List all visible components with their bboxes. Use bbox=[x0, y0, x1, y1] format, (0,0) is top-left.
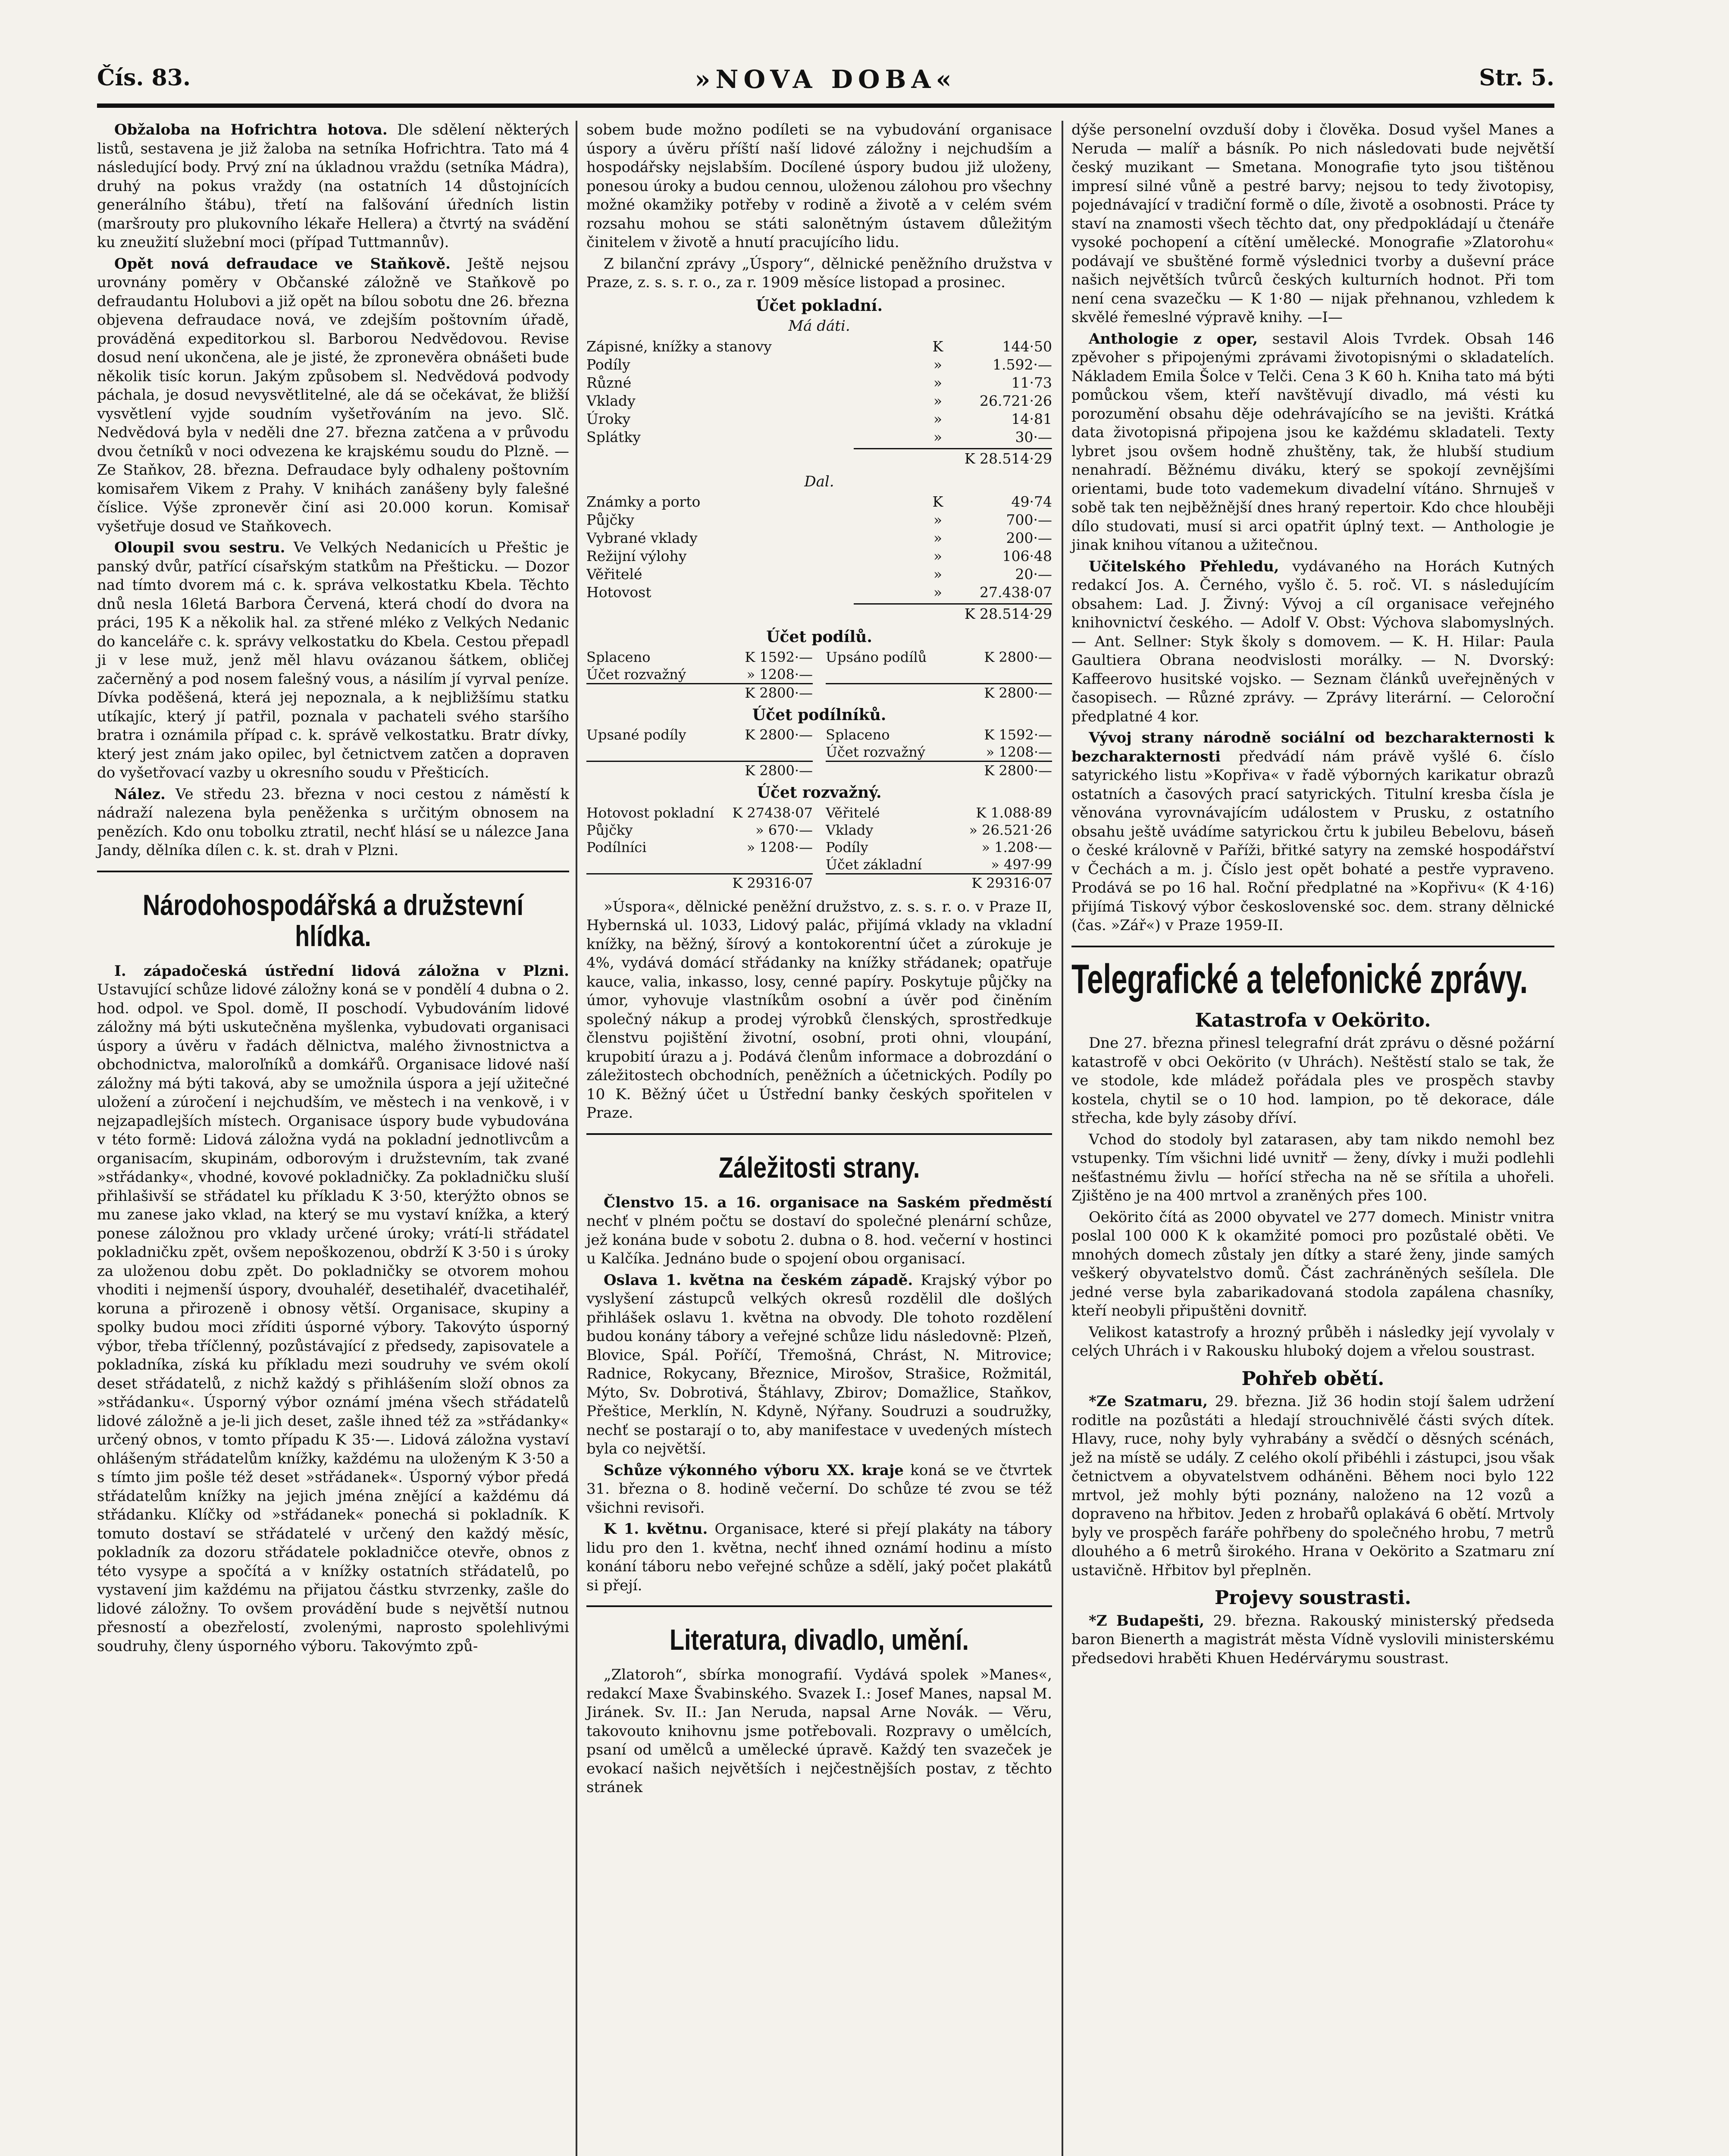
account-title: Účet pokladní. bbox=[755, 296, 883, 315]
subhead-pohreb: Pohřeb obětí. bbox=[1241, 1367, 1384, 1390]
masthead-title: »NOVA DOBA« bbox=[695, 65, 957, 94]
article-text: Ve středu 23. března v noci cestou z náměstí k nádraží nalezena byla peněženka s určitým obnosem na penězích. Kdo onu tobolku ztratil, nechť hlásí se u nálezce Jana Jandy, dělníka dílen c. k. st. drah v Plzni. bbox=[97, 785, 569, 859]
account-rows-credit bbox=[586, 493, 1052, 602]
table-cell: Splaceno K 1592·— bbox=[586, 649, 813, 665]
column-2 bbox=[586, 121, 1052, 1800]
article-oloupil bbox=[97, 539, 569, 783]
party-notice: K 1. květnu. Organisace, které si přejí plakáty na tábory lidu pro den 1. května, nechť ihned oznámí hodinu a místo konání táboru nebo veřejné schůze a sdělí, jaký počet plakátů si přejí. bbox=[586, 1520, 1052, 1594]
article-text: Dle sdělení některých listů, sestavena je již žaloba na setníka Hofrichtra. Tato má 4 následující body. Prvý zní na úkladnou vraždu (setníka Mádra), druhý na pokus vraždy (na ostatních 14 důstojnících generálního štábu), třetí na falšování úředních listin (maršrouty pro plukovního lékaře Hellera) a čtvrtý na svádění ku zneužití služební moci (případ Tuttmannův). bbox=[97, 121, 569, 251]
issue-number: Čís. 83. bbox=[97, 65, 191, 91]
table-cell: Půjčky » 670·— bbox=[586, 821, 813, 838]
article-lead: Nález. bbox=[114, 785, 166, 803]
account-sum: K 2800·— K 2800·— bbox=[586, 761, 1052, 779]
news-paragraph: Dne 27. března přinesl telegrafní drát zprávu o děsné požární katastrofě v obci Oekörito (v Uhrách). Neštěstí stalo se tak, že ve stodole, kde mládež pořádala ples ve prospěch stavby kostela, chytil se o 10 hod. lampion, po tě dekorace, dále střecha, kde byly zásoby dříví. bbox=[1071, 1034, 1554, 1127]
article-text: Ustavující schůze lidové záložny koná se v pondělí 4 dubna o 2. hod. odpol. ve Spol. domě, II poschodí. Vybudováním lidové záložny má býti uskutečněna myšlenka, vybudovati organisaci úspory a úvěru v řadách dělnictva, malého živnostnictva a obchodnictva, maloroľníků a domkářů. Organisace lidové naší záložny má býti taková, aby se umožnila úspora a její užitečné uložení a zúročení i nejchudším, ve městech i na venkově, i v nejzapadlejších místech. Organisace úspory bude vybudována v této formě: Lidová záložna vydá na pokladní jednotlivcům a organisacím, skupinám, odborovým i družstevním, tak zvané »střádanky«, vhodné, kovové pokladničky. Za pokladničku sluší přihlašivší se střádatel ku příkladu K 3·50, kterýžto obnos se mu zanese jako vklad, na který se mu vystaví knížka, a který ponese záložnou pro vklady určené úroky; vrátí-li střádatel pokladničku zpět, ovšem nepoškozenou, obdrží K 3·50 i s úroky za uloženou dobu zpět. Do pokladničky se otvorem mohou vhoditi i nejmenší úspory, dvouhaléř, desetihaléř, dvacetihaléř, koruna a přirozeně i obnosy větší. Organisace, skupiny a spolky budou moci zříditi úsporné výbory. Takovýto úsporný výbor, třeba tříčlenný, pozůstávající z předsedy, zapisovatele a pokladníka, získá ku příkladu mezi soudruhy ve svém okolí deset střádatelů, z nichž každý s přihlášením složí obnos za »střádanku«. Úsporný výbor oznámí jména všech střádatelů lidové záložně a je-li jich deset, zašle ihned též za »střádanky« určený obnos, v tomto případu K 35·—. Lidová záložna vystaví ohlášeným střádatelům knížky, každému na uloženým K 3·50 a s tímto jim pošle též deset »střádanek«. Úsporný výbor předá střádatelům knížky na jejich jména znějící a každému dá střádanku. Klíčky od »střádanek« ponechá si pokladník. K tomuto dostaví se střádatelé v určený den každý měsíc, pokladník za dozoru střádatele pokladničce otevře, obnos z této vysype a spočítá a v knížky ostatních střádatelů, po vystavení jim každému na přijatou částku stvrzenky, zašle do lidové záložny. To ovšem provádění bude s největší nutnou přesností a obezřelostí, zvolenými, naprosto spolehlivými soudruhy, členy úsporného výboru. Takovýmto způ- bbox=[97, 981, 569, 1655]
table-cell bbox=[826, 666, 1052, 683]
account-title: Účet podílníků. bbox=[752, 705, 886, 724]
table-row: Hotovost » 27.438·07 bbox=[586, 584, 1052, 601]
news-paragraph: *Ze Szatmaru, 29. března. Již 36 hodin stojí šalem udržení roditle na pozůstáti a hledají strouchnivělé části svých dítek. Hlavy, ruce, nohy byly vyhrabány a svědčí o děsných scénách, jež na místě se udály. Z celého okolí přibéhli i zástupci, jsou však četnictvem a obyvatelstvem odháněni. Během noci bylo 122 mrtvol, jež mohly býti poznány, naloženo na 12 vozů a dopraveno na hřbitov. Jeden z hrobařů oplakává 6 obětí. Mrtvoly byly ve prospěch faráře pohřbeny do společného hrobu, 7 metrů dlouhého a 6 metrů širokého. Hrana v Oekörito a Szatmaru zní ustavičně. Hřbitov byl přeplněn. bbox=[1071, 1393, 1555, 1579]
table-row: Úroky » 14·81 bbox=[586, 410, 1052, 427]
article-text: Ve Velkých Nedanicích u Přeštic je panský dvůr, patřící císařským statkům na Přešticku. — Dozor nad tímto dvorem má c. k. správa velkostatku Kbela. Těchto dnů nesla 16letá Barbora Červená, která chodí do dvora na práci, 195 K a několik hal. za střené mléko z Velkých Nedanic do kanceláře c. k. správy velkostatku do Kbela. Cestou přepadl ji v lese muž, jenž měl hlavu ovázanou šátkem, obličej začerněný a pod nosem falešný vous, a násilím jí vyrval peníze. Dívka poděšená, která jej nepoznala, a k nejbližšímu statku utíkajíc, který jí patřil, poznala v pachateli svého staršího bratra i oznámila případ c. k. správě velkostatku. Bratr dívky, který jest znám jako opilec, byl četnictvem zatčen a dopraven do vyšetřovací vazby u okresního soudu v Přešticích. bbox=[97, 539, 569, 781]
account-title: Účet rozvažný. bbox=[757, 783, 882, 802]
account-sum: K 2800·— K 2800·— bbox=[586, 683, 1052, 702]
column-1 bbox=[97, 121, 569, 1658]
party-notice: Schůze výkonného výboru XX. kraje koná se ve čtvrtek 31. března o 8. hodině večerní. Do schůze té zvou se též všichni revisoři. bbox=[586, 1461, 1052, 1517]
table-row: Různé » 11·73 bbox=[586, 374, 1052, 391]
table-row: Splátky » 30·— bbox=[586, 428, 1052, 445]
article-continuation: dýše personelní ovzduší doby i člověka. Dosud vyšel Manes a Neruda — malíř a básník. Po nich následovati bude největší český muzikant — Smetana. Monografie tyto jsou tištěnou impresí silné vůně a pestré barvy; nejsou to tedy životopisy, pojednávající v tradiční formě o díle, životě a osobnosti. Práce ty staví na znamosti všech těchto dat, ony předpokládají u čtenáře vysoké pochopení a cítění umělecké. Monografie »Zlatorohu« podávají ve sbuštěné formě výslednici tvorby a duševní práce našich největších tvůrců českých kulturních hodnot. Při tom není cena svazečku — K 1·80 — nijak přehnanou, vzhledem k skvělé řemeslné výpravě knihy. —I— bbox=[1071, 121, 1554, 326]
article-obzaloba bbox=[97, 121, 569, 252]
table-cell bbox=[586, 856, 813, 873]
uspora-ad: »Úspora«, dělnické peněžní družstvo, z. s. s. r. o. v Praze II, Hybernská ul. 1033, Lidový palác, přijímá vklady na vkladní knížky, na běžný, šírový a kontokorentní účet a zúrokuje je 4%, vydává domácí střádanky na knížky střádanek; opatřuje kauce, valia, inkasso, losy, cenné papíry. Poskytuje půjčky na úmor, vyhovuje vlastníkům osobní a úvěr pod činěním společný nákup a prodej výrobků členských, sprostředkuje členstvu pojištění životní, osobní, proti ohni, vloupání, krupobití úrazu a j. Podává členům informace a dobrozdání o záležitostech obchodních, peněžních a účetnických. Podíly po 10 K. Běžný účet u Ústřední banky českých spořitelen v Praze. bbox=[586, 898, 1052, 1122]
table-cell bbox=[586, 743, 813, 761]
table-cell: Podíly » 1.208·— bbox=[826, 839, 1052, 856]
table-cell: Účet základní » 497·99 bbox=[826, 856, 1052, 873]
page-number: Str. 5. bbox=[1479, 65, 1554, 91]
news-paragraph: Vchod do stodoly byl zatarasen, aby tam nikdo nemohl bez vstupenky. Tím všichni lidé uvnitř — ženy, dívky i muži podlehli nešťastnému živlu — hořící střecha na ně se sřítila a uhořeli. Zjištěno je na 400 mrtvol a zraněných přes 100. bbox=[1071, 1131, 1554, 1204]
article-lead: Opět nová defraudace ve Staňkově. bbox=[114, 255, 451, 273]
review-ucitelske: Učitelského Přehledu, vydávaného na Horách Kutných redakcí Jos. A. Černého, vyšlo č. 5. roč. VI. s následujícím obsahem: Lad. J. Živný: Vývoj a cíl organisace veřejného knihovnictví českého. — Adolf V. Obst: Výchova slabomyslných. — Ant. Sellner: Styk školy s domovem. — K. H. Hilar: Paula Gaultiera Obrana neodvislosti morálky. — N. Dvorský: Kaffeerovo husitské vojsko. — Seznam článků uveřejněných v časopisech. — Různé zprávy. — Zprávy literární. — Celoroční předplatné 4 kor. bbox=[1071, 558, 1555, 725]
table-cell: Upsané podíly K 2800·— bbox=[586, 727, 813, 743]
section-title-narodohospodarska: Národohospodářská a družstevní hlídka. bbox=[142, 888, 524, 953]
account-total: K 28.514·29 bbox=[854, 603, 1052, 624]
table-cell: Splaceno K 1592·— bbox=[826, 727, 1052, 743]
article-zalozna bbox=[97, 962, 569, 1656]
table-row: Vybrané vklady » 200·— bbox=[586, 530, 1052, 546]
section-rule bbox=[1071, 946, 1554, 947]
review-vyvoj: Vývoj strany národně sociální od bezcharakternosti k bezcharakternosti předvádí nám právě vyšlé 6. číslo satyrického listu »Kopřiva« v řadě výborných karikatur obrazů ostatních a časových prací satyrických. Titulní kresba čísla je věnována vyrovnávajícím událostem v Prusku, z ostatního obsahu ještě uvádíme satyrickou črtu k jubileu Bebelovu, báseň o české královně v Paříži, břitké satyry na zemské hospodářství v Čechách a m. j. Číslo jest opět bohaté a pestře vypraveno. Prodává se po 16 hal. Roční předplatné na »Kopřivu« (K 4·16) přijímá Tiskový výbor československé soc. dem. strany dělnické (čas. »Zář«) v Praze 1959-II. bbox=[1071, 729, 1554, 934]
section-title-telegraf: Telegrafické a telefonické zprávy. bbox=[1071, 956, 1528, 1002]
article-text: Ještě nejsou urovnány poměry v Občanské záložně ve Staňkově po defraudantu Holubovi a již opět na bílou sobotu dne 26. března objevena defraudace nová, ve zdejším poštovním úřadě, prováděná expeditorkou sl. Barborou Nedvědovou. Revise dosud není ukončena, ale je jisté, že zpronevěra obnášeti bude několik tisíc korun. Jakým způsobem sl. Nedvědová podvody páchala, je dosud nevysvětlitelné, ale dá se očekávat, že bližší vysvětlení vyjde soudním vyšetřováním na jevo. Slč. Nedvědová byla v neděli dne 27. března zatčena a v průvodu dvou četníků v noci odvezena ke krajskému soudu do Plzně. — Ze Staňkov, 28. března. Defraudace byly odhaleny poštovním komisařem Vikem z Prahy. V knihách zanášeny byly falešné číslice. Výše zpronevěr činí asi 20.000 korun. Komisař vyšetřuje dosud ve Staňkovech. bbox=[97, 255, 570, 535]
account-total: K 28.514·29 bbox=[854, 448, 1052, 468]
account-subtitle: Dal. bbox=[804, 473, 834, 490]
table-cell: Vklady » 26.521·26 bbox=[826, 821, 1052, 838]
table-row: Půjčky » 700·— bbox=[586, 511, 1052, 528]
table-row: Vklady » 26.721·26 bbox=[586, 392, 1052, 409]
table-cell: Podílníci » 1208·— bbox=[586, 839, 813, 856]
table-cell: Účet rozvažný » 1208·— bbox=[586, 666, 813, 683]
table-cell: Upsáno podílů K 2800·— bbox=[826, 649, 1052, 665]
table-row: Věřitelé » 20·— bbox=[586, 566, 1052, 583]
table-cell: Účet rozvažný » 1208·— bbox=[826, 744, 1052, 760]
table-row: Režijní výlohy » 106·48 bbox=[586, 548, 1052, 564]
table-cell: Věřitelé K 1.088·89 bbox=[826, 804, 1052, 821]
article-lead: Oloupil svou sestru. bbox=[114, 539, 285, 556]
account-grid bbox=[586, 726, 1052, 761]
column-divider bbox=[576, 121, 577, 2156]
page-header bbox=[97, 65, 1554, 103]
review-antologie: Anthologie z oper, sestavil Alois Tvrdek. Obsah 146 zpěvoher s připojenými zprávami životopisnými o skladatelích. Nákladem Emila Šolce v Telči. Cena 3 K 60 h. Kniha tato má býti pomůckou všem, kteří navštěvují divadlo, má vésti ku porozumění obsahu děje odehrávajícího se na jevišti. Krátká data životopisná připojena jsou ke každému skladateli. Texty lybret jsou ovšem hodně zhuštěny, tak, že hlubší studium nenahradí. Běžnému diváku, který se spokojí zevnějšími orientami, bude toto vademekum divadelní vítáno. Shrnuješ v sobě tak ten nejběžnější dnes hraný repertoir. Kdo chce hlouběji dílo studovati, musí si arci opatřit úplný text. — Anthologie je jinak knihou vítanou a užitečnou. bbox=[1071, 330, 1554, 554]
section-rule bbox=[586, 1133, 1052, 1135]
section-title-zalezitosti: Záležitosti strany. bbox=[718, 1151, 920, 1184]
subhead-projevy: Projevy soustrasti. bbox=[1214, 1587, 1411, 1609]
account-grid bbox=[586, 649, 1052, 683]
section-title-literatura: Literatura, divadlo, umění. bbox=[669, 1623, 969, 1656]
literature-review: „Zlatoroh“, sbírka monografií. Vydává spolek »Manes«, redakcí Maxe Švabinského. Svazek I.: Josef Manes, napsal M. Jiránek. Sv. II.: Jan Neruda, napsal Arne Novák. — Věru, takovouto knihovnu jsme potřebovali. Rozpravy o umělcích, psaní od umělců a umělecké úpravě. Každý ten svazeček je evokací našich největších i nejčestnějších postav, z těchto stránek bbox=[586, 1666, 1052, 1796]
table-cell: Hotovost pokladní K 27438·07 bbox=[586, 804, 813, 821]
article-nalez bbox=[97, 785, 569, 860]
account-title: Účet podílů. bbox=[766, 628, 872, 646]
article-defraudace bbox=[97, 255, 569, 536]
table-row: Známky a porto K 49·74 bbox=[586, 493, 1052, 510]
account-sum: K 29316·07 K 29316·07 bbox=[586, 873, 1052, 892]
news-paragraph: *Z Budapešti, 29. března. Rakouský ministerský předseda baron Bienerth a magistrát města Vídně vyslovili ministerskému předsedovi hraběti Khuen Hedérvárymu soustrast. bbox=[1071, 1612, 1555, 1667]
header-rule bbox=[97, 103, 1554, 108]
column-divider bbox=[1062, 121, 1063, 2156]
news-paragraph: Velikost katastrofy a hrozný průběh i následky její vyvolaly v celých Uhrách i v Rakousku hluboký dojem a vřelou soustrast. bbox=[1071, 1323, 1554, 1360]
account-grid bbox=[586, 804, 1052, 873]
account-subtitle: Má dáti. bbox=[788, 317, 850, 335]
party-notice: Oslava 1. května na českém západě. Krajský výbor po vyslyšení zástupců velkých okresů rozdělil dle došlých přihlášek oslavu 1. května na obvody. Dle tohoto rozdělení budou konány tábory a veřejné schůze lidu následovně: Plzeň, Blovice, Spál. Poříčí, Třemošná, Chrást, N. Mitrovice; Radnice, Rokycany, Březnice, Mirošov, Strašice, Rožmitál, Mýto, Sv. Dobrotivá, Štáhlavy, Zbirov; Domažlice, Staňkov, Přeštice, Merklín, N. Kdyně, Nýřany. Soudruzi a soudružky, nechť se postarají o to, aby manifestace v uvedených místech byla co největší. bbox=[586, 1271, 1052, 1457]
section-rule bbox=[97, 871, 569, 872]
section-rule bbox=[586, 1605, 1052, 1607]
table-row: Zápisné, knížky a stanovy K 144·50 bbox=[586, 338, 1052, 355]
article-lead: Obžaloba na Hofrichtra hotova. bbox=[114, 121, 388, 138]
bilance-intro: Z bilanční zprávy „Úspory“, dělnické peněžního družstva v Praze, z. s. s. r. o., za r. 1909 měsíce listopad a prosinec. bbox=[586, 255, 1052, 291]
article-continuation: sobem bude možno podíleti se na vybudování organisace úspory a úvěru příští naší lidové záložny i nejchudším a hospodářsky nejslabším. Docílené úspory budou již uloženy, ponesou úroky a budou cennou, uloženou zálohou pro všechny možné okamžiky potřeby v rodině a životě a v celém svém rozsahu mohou se státi salonětným ústavem důležitým činitelem v životě a hnutí pracujícího lidu. bbox=[586, 121, 1052, 251]
column-3 bbox=[1071, 121, 1554, 1670]
party-notice: Členstvo 15. a 16. organisace na Saském předměstí nechť v plném počtu se dostaví do společné plenární schůze, jež konána bude v sobotu 2. dubna o 8. hod. večerní v hostinci u Kalčíka. Jednáno bude o spojení obou organisací. bbox=[586, 1194, 1052, 1267]
account-rows-debit bbox=[586, 338, 1052, 446]
subhead-katastrofa: Katastrofa v Oekörito. bbox=[1195, 1009, 1431, 1031]
table-row: Podíly » 1.592·— bbox=[586, 356, 1052, 373]
article-lead: I. západočeská ústřední lidová záložna v Plzni. bbox=[114, 962, 569, 980]
news-paragraph: Oekörito čítá as 2000 obyvatel ve 277 domech. Ministr vnitra poslal 100 000 K k okamžité pomoci pro pozůstalé oběti. Ve mnohých domech zůstaly jen dítky a staré ženy, jinde samých veškerý obyvatelstvo domů. Část zachráněných sešílela. Dle jedné verse byla zabarikadovaná stodola zapálena chasníky, kteří neobyli připuštěni dovnitř. bbox=[1071, 1208, 1554, 1319]
